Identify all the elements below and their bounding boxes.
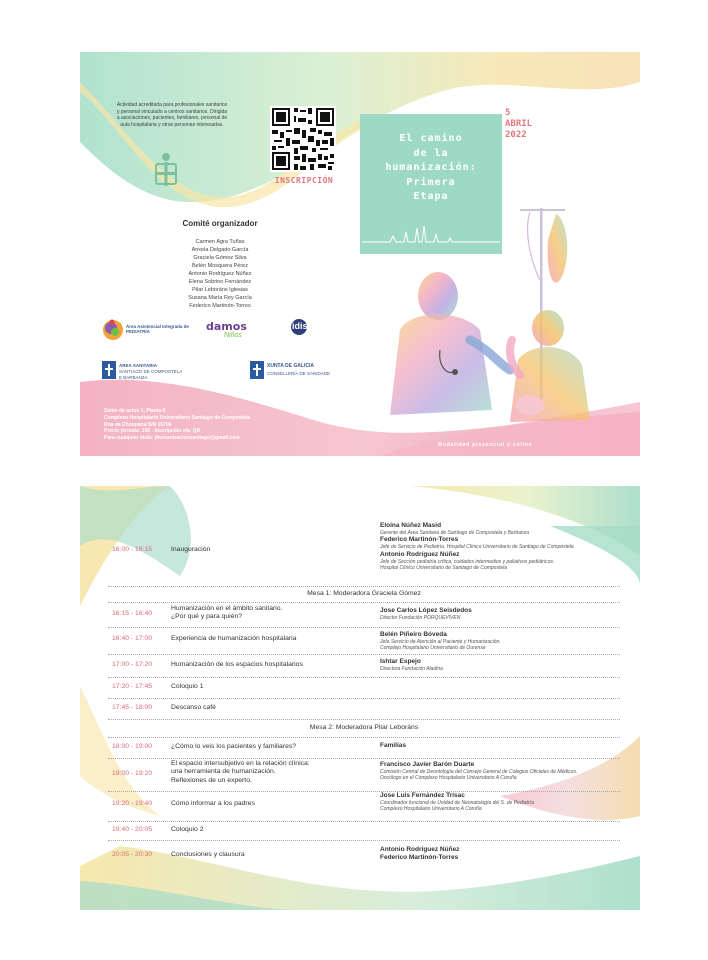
cover-title-line: Etapa — [413, 191, 449, 202]
speaker-name: Familias — [380, 742, 407, 749]
talk-line: Humanización de los espacios hospitalarios — [171, 661, 303, 668]
speaker-role: Directora Fundación Aladina — [380, 666, 443, 672]
qr-code[interactable] — [270, 106, 336, 172]
program-row — [108, 604, 620, 626]
speaker-role: Jefe de Sección pediatría crítica, cuidados intermedios y paliativos pediátricos. — [380, 558, 555, 565]
caduceus-icon — [152, 152, 180, 186]
venue-line: Rúa da Choupana S/N 15706 — [104, 421, 172, 428]
damos-logo-subtext: Niños — [224, 332, 242, 339]
row-time: 19:40 - 20:05 — [112, 826, 153, 833]
row-divider — [108, 737, 620, 738]
xunta-icon — [250, 361, 264, 379]
row-talk — [171, 851, 371, 859]
area-logo-subtext: SANTIAGO DE COMPOSTELA — [119, 369, 183, 374]
xunta-logo-subtext: CONSELLERÍA DE SANIDADE — [267, 371, 331, 376]
logo-damos — [206, 318, 266, 344]
committee-member: Elena Sobrino Fernández — [188, 279, 252, 285]
cover-title — [368, 132, 494, 205]
talk-line: Cómo informar a los padres — [171, 800, 255, 807]
venue-line: Precio jornada: 25€ - Inscripción vía: QR — [104, 428, 201, 435]
talk-line: Inauguración — [171, 546, 211, 553]
qr-label: INSCRIPCIÓN — [274, 176, 334, 185]
xunta-logo-text: XUNTA DE GALICIA — [267, 363, 314, 369]
row-divider — [108, 840, 620, 841]
committee-list — [170, 238, 270, 310]
talk-line: Coloquio 1 — [171, 683, 204, 690]
speaker-name: Federico Martinón-Torres — [380, 854, 459, 861]
row-talk — [171, 704, 371, 712]
speaker-role: Oncólogo en el Complexo Hospitalario Universitario A Coruña — [380, 775, 517, 782]
row-divider — [108, 627, 620, 628]
row-talk — [171, 743, 371, 751]
row-talk — [171, 760, 371, 785]
mesa-title: Mesa 1: Moderadora Graciela Gómez — [307, 590, 421, 597]
row-time: 19:20 - 19:40 — [112, 800, 153, 807]
row-divider — [108, 719, 620, 720]
row-talk — [171, 661, 371, 669]
row-time: 17:00 - 17:20 — [112, 661, 153, 668]
row-speakers — [380, 761, 630, 782]
row-speakers — [380, 846, 630, 862]
area-logo-subtext: E BARBANZA — [119, 375, 148, 380]
committee-member: Pilar Leboráns Iglesias — [192, 287, 248, 293]
modality-label: Modalidad presencial y online — [438, 442, 533, 448]
brochure-program — [80, 486, 640, 910]
program-row — [108, 679, 620, 697]
speaker-name: Belén Piñeiro Bóveda — [380, 631, 447, 638]
committee-member: Federico Martinón-Torres — [189, 303, 251, 309]
brochure-front — [80, 52, 640, 456]
row-talk — [171, 800, 371, 808]
program-row — [108, 656, 620, 676]
row-time: 20:05 - 20:30 — [112, 851, 153, 858]
speaker-name: Ishtar Espejo — [380, 658, 421, 665]
logo-idis — [290, 318, 330, 344]
speaker-role: Comisión Central de Deontología del Consejo General de Colegios Oficiales de Médicos. — [380, 769, 578, 775]
area-sanitaria-icon — [102, 361, 116, 379]
speaker-role: Director Fundación PORQUEVIVEN — [380, 615, 461, 621]
area-logo-text: ÁREA SANITARIA — [119, 363, 157, 368]
speaker-role: Jefa Servicio de Atención al Paciente y Humanización. — [380, 639, 501, 645]
row-talk — [171, 605, 371, 622]
qr-icon — [270, 106, 336, 172]
venue-info — [104, 408, 250, 442]
talk-line: El espacio intersubjetivo en la relación clínica: — [171, 760, 310, 767]
talk-line: Coloquio 2 — [171, 826, 204, 833]
venue-line: Salón de actos 1, Planta 0 — [104, 408, 166, 414]
row-speakers — [380, 522, 630, 572]
row-talk — [171, 683, 371, 691]
row-talk — [171, 635, 371, 643]
doctor-child-illustration — [380, 200, 610, 440]
cover-title-line: de la — [413, 147, 449, 159]
program-row — [108, 518, 620, 584]
talk-line: Experiencia de humanización hospitalaria — [171, 635, 297, 642]
speaker-role: Jefe de Servicio de Pediatría. Hospital Clínico Universitario de Santiago de Compostela — [380, 544, 574, 551]
pediatria-logo-icon — [102, 318, 124, 342]
venue-line: Complexo Hospitalario Universitario Santiago de Compostela — [104, 414, 251, 421]
committee-member: Anxela Delgado García — [191, 247, 249, 253]
cover-title-line: Primera — [406, 176, 456, 188]
program-row — [108, 629, 620, 653]
program-row — [108, 842, 620, 866]
program-row — [108, 739, 620, 757]
program-row — [108, 760, 620, 790]
row-speakers — [380, 607, 630, 621]
accreditation-text: Actividad acreditada para profesionales sanitarios y personal vinculado a centros sanitarios. Dirigida a asociaciones, pacientes, familiares, personal de aula hospitalaria y otras personas interesadas. — [116, 102, 228, 128]
row-divider — [108, 698, 620, 699]
committee-title: Comité organizador — [182, 219, 258, 228]
mesa-title: Mesa 2: Moderadora Pilar Leboráns — [309, 724, 419, 731]
row-talk — [171, 546, 371, 554]
speaker-role: Complejo Hospitalario Universitario de Ourense — [380, 645, 486, 652]
talk-line: Reflexiones de un experto. — [171, 776, 252, 784]
committee-member: Antonio Rodríguez Núñez — [188, 271, 252, 277]
talk-line: Conclusiones y clausura — [171, 851, 245, 858]
cover-title-line: El camino — [399, 133, 463, 144]
row-speakers — [380, 658, 630, 672]
speaker-role: Complexo Hospitalario Universitario A Coruña — [380, 806, 482, 813]
event-date — [505, 108, 532, 141]
date-day: 5 — [505, 108, 511, 118]
venue-line: Para cualquier duda: jhumanizacionsantiago@gmail.com — [104, 435, 240, 442]
row-time: 18:00 - 19:00 — [112, 743, 153, 750]
row-time: 19:00 - 19:20 — [112, 770, 153, 777]
speaker-name: Federico Martinón-Torres — [380, 536, 459, 544]
speaker-role: Gerente del Área Sanitaria de Santiago de Compostela y Barbanza — [380, 530, 529, 536]
pediatria-symbol — [152, 152, 180, 186]
row-divider — [108, 821, 620, 822]
row-speakers — [380, 631, 630, 652]
speaker-name: Antonio Rodríguez Núñez — [380, 550, 460, 558]
speaker-name: Jose Luis Fernández Trisac — [380, 792, 465, 799]
row-speakers — [380, 742, 630, 750]
talk-line: ¿Cómo lo veis los pacientes y familiares? — [171, 743, 297, 750]
idis-logo-text: idis — [292, 321, 308, 331]
row-time: 17:45 - 18:00 — [112, 704, 153, 711]
cover-title-line: humanización: — [385, 162, 477, 173]
speaker-role: Coordinador funcional de Unidad de Neonatología del S. de Pediatría. — [380, 800, 536, 806]
row-talk — [171, 826, 371, 834]
row-time: 16:40 - 17:00 — [112, 635, 153, 642]
date-month: ABRIL — [505, 119, 533, 129]
row-speakers — [380, 792, 630, 813]
speaker-name: Jose Carlos López Seisdedos — [380, 607, 472, 614]
row-time: 17:20 - 17:45 — [112, 683, 153, 690]
logo-area-sanitaria — [102, 360, 212, 382]
program-row — [108, 700, 620, 718]
program-row — [108, 823, 620, 841]
program-row — [108, 792, 620, 820]
talk-line: Humanización en el ámbito sanitario. — [171, 605, 283, 612]
speaker-name: Francisco Javier Barón Duarte — [380, 761, 475, 768]
committee-member: Carmen Agra Tuñas — [195, 239, 245, 245]
speaker-name: Eloína Núñez Masid — [380, 522, 442, 529]
row-divider — [108, 654, 620, 655]
row-divider — [108, 586, 620, 587]
committee-member: Graciela Gómez Silva — [193, 255, 247, 261]
talk-line: ¿Por qué y para quién? — [171, 613, 243, 621]
row-divider — [108, 758, 620, 759]
row-time: 16:00 - 16:15 — [112, 546, 153, 553]
row-divider — [108, 602, 620, 603]
speaker-role: Hospital Clínico Universitario de Santiago de Compostela — [380, 565, 508, 572]
talk-line: una herramienta de humanización. — [171, 768, 276, 776]
logo-pediatria — [102, 318, 198, 344]
committee-member: Susana María Rey García — [188, 295, 252, 301]
pediatria-logo-text: Área Asistencial Integrada de PEDIATRÍA — [126, 324, 189, 335]
damos-logo-text: damos — [206, 320, 247, 333]
row-time: 16:15 - 16:40 — [112, 610, 153, 617]
date-year: 2022 — [505, 130, 527, 140]
speaker-name: Antonio Rodríguez Núñez — [380, 846, 460, 853]
talk-line: Descanso café — [171, 704, 216, 711]
row-divider — [108, 677, 620, 678]
logo-xunta — [250, 360, 340, 382]
committee-member: Belén Mosquera Pérez — [192, 263, 248, 269]
